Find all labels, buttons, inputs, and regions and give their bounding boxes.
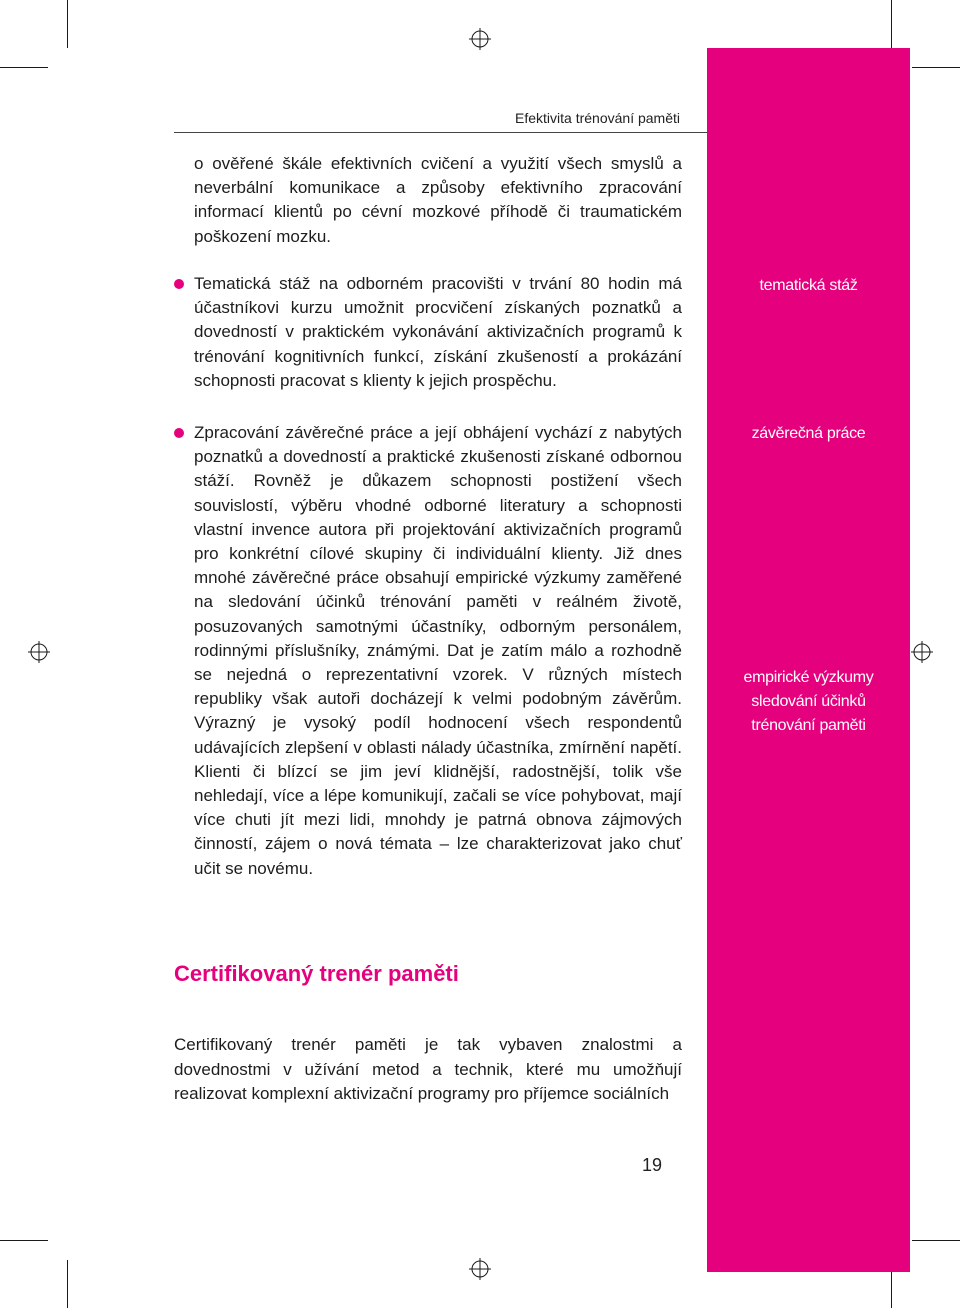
crop-mark xyxy=(0,1240,48,1241)
crop-mark xyxy=(0,67,48,68)
bullet-icon xyxy=(174,428,184,438)
margin-note-trenovani-pameti: trénování paměti xyxy=(751,717,866,734)
margin-note-zaverecna-prace: závěrečná práce xyxy=(751,425,866,442)
intro-paragraph: o ověřené škále efektivních cvičení a využití všech smyslů a neverbální komunikace a způsoby efektivního zpracování informací klientů po cévní mozkové příhodě či traumatickém poškození mozku. xyxy=(194,154,682,246)
registration-mark-icon xyxy=(469,28,491,50)
bullet-paragraph: Zpracování závěrečné práce a její obhájení vychází z nabytých poznatků a dovedností a praktické zkušenosti získané odbornou stáží. Rovněž je důkazem schopnosti postižení všech souvislostí, výběru vhodné odborné literatury a schopnosti vlastní invence autora při projektování aktivizačních programů pro konkrétní cílové skupiny či individuální klienty. Již dnes mnohé závěrečné práce obsahují empirické výzkumy zaměřené na sledování účinků trénování paměti v reálném životě, posuzovaných samotnými účastníky, odborným personálem, rodinnými příslušníky, známými. Dat je zatím málo a rozhodně se nejedná o reprezentativní vzorek. V různých místech republiky však autoři docházejí k velmi podobným závěrům. Výrazný je vysoký podíl hodnocení všech respondentů udávajících zlepšení v oblasti nálady účastníka, zmírnění napětí. Klienti či blízcí se jim jeví klidnější, radostnější, tolik vše nehledají, více a lépe komunikují, začali se více pohybovat, mají více chuti jít mezi lidi, mnohdy je patrná obnova zájmových činností, zájem o nová témata – lze charakterizovat jako chuť učit se novému. xyxy=(194,423,682,878)
registration-mark-icon xyxy=(469,1258,491,1280)
running-head: Efektivita trénování paměti xyxy=(515,110,680,126)
header-rule xyxy=(174,132,707,133)
margin-note-empiricke-vyzkumy: empirické výzkumy xyxy=(743,669,874,686)
section-title: Certifikovaný trenér paměti xyxy=(174,961,459,986)
registration-mark-icon xyxy=(28,641,50,663)
bullet-paragraph: Tematická stáž na odborném pracovišti v trvání 80 hodin má účastníkovi kurzu umožnit procvičení získaných poznatků a dovedností v praktickém vykonávání aktivizačních programů k trénování kognitivních funkcí, získání zkušeností a prokázání schopnosti pracovat s klienty k jejich prospěchu. xyxy=(194,274,682,390)
bullet-icon xyxy=(174,279,184,289)
registration-mark-icon xyxy=(911,641,933,663)
page-number: 19 xyxy=(641,1155,663,1175)
margin-note-tematicka-staz: tematická stáž xyxy=(759,277,858,294)
crop-mark xyxy=(67,0,68,48)
crop-mark xyxy=(912,67,960,68)
margin-note-sledovani-ucinku: sledování účinků xyxy=(751,693,866,710)
crop-mark xyxy=(891,0,892,48)
section-paragraph: Certifikovaný trenér paměti je tak vybaven znalostmi a dovednostmi v užívání metod a technik, které mu umožňují realizovat komplexní aktivizační programy pro příjemce sociálních xyxy=(174,1035,682,1103)
margin-sidebar xyxy=(707,48,910,1272)
crop-mark xyxy=(67,1260,68,1308)
crop-mark xyxy=(912,1240,960,1241)
